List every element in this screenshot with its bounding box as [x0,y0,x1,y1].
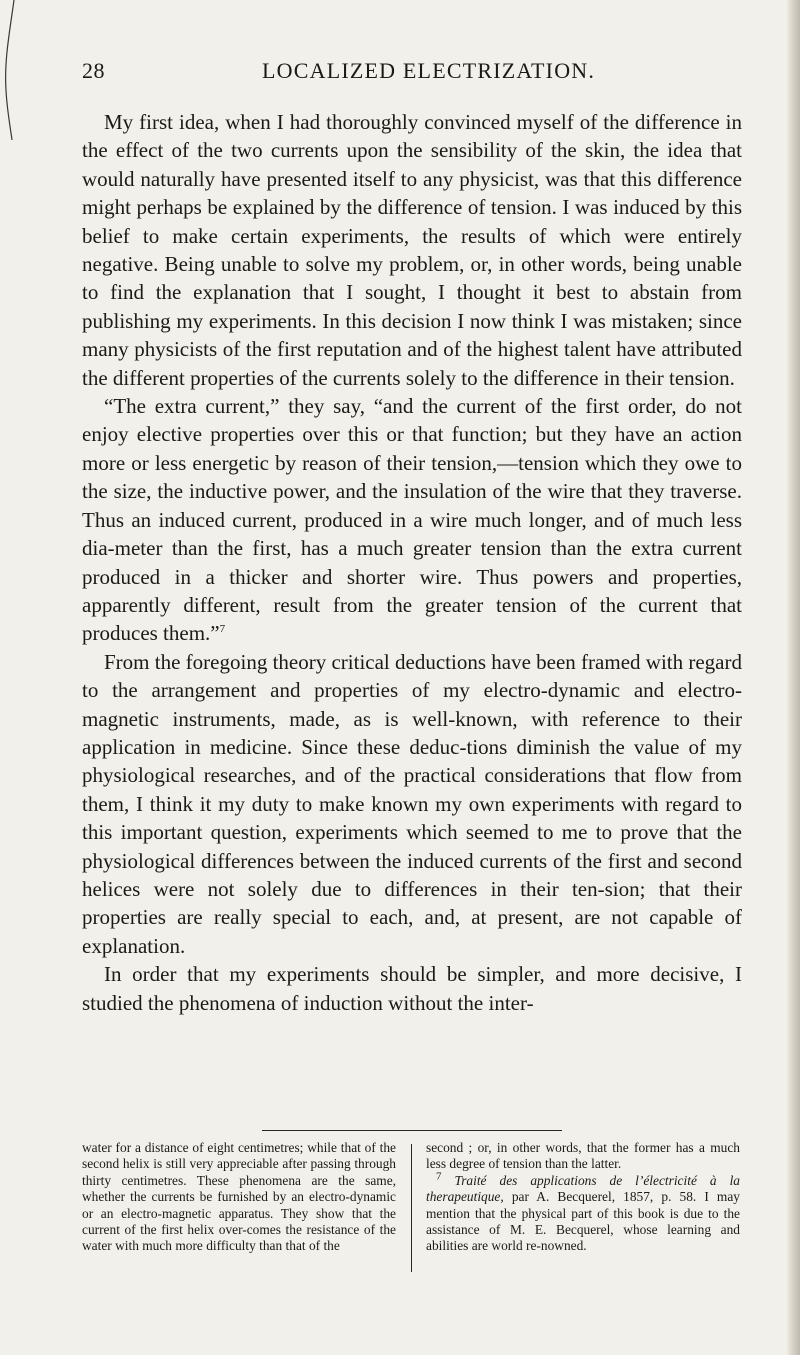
paragraph-4: In order that my experiments should be simpler, and more decisive, I studied the phenomena of induction without the inter- [82,962,742,1015]
paragraph-3: From the foregoing theory critical deductions have been framed with regard to the arrangement and properties of my electro-dynamic and electro-magnetic instruments, made, as is well-known, with reference to their application in medicine. Since these deduc-tions diminish the value of my physiological researches, and of the practical considerations that flow from them, I think it my duty to make known my own experiments with regard to this important question, experiments which seemed to me to prove that the physiological differences between the induced currents of the first and second helices were not solely due to differences in their ten-sion; that their properties are really special to each, and, at present, are not capable of explanation. [82,649,742,958]
page-header [82,58,742,98]
footnote-column-left [82,1140,396,1255]
page-number: 28 [82,58,105,83]
footnote-continuation-right: second ; or, in other words, that the former has a much less degree of tension than the latter. [426,1140,740,1172]
paragraph-1: My first idea, when I had thoroughly convinced myself of the difference in the effect of the two currents upon the sensibility of the skin, the idea that would naturally have presented itself to any physicist, was that this difference might perhaps be explained by the difference of tension. I was induced by this belief to make certain experiments, the results of which were entirely negative. Being unable to solve my problem, or, in other words, being unable to find the explanation that I sought, I thought it best to abstain from publishing my experiments. In this decision I now think I was mistaken; since many physicists of the first reputation and of the highest talent have attributed the different properties of the currents solely to the difference in their tension. [82,110,742,390]
paragraph-2 [82,392,742,648]
running-title: LOCALIZED ELECTRIZATION. [262,58,596,83]
footnote-7-text: par A. Becquerel, 1857, p. 58. I may mention that the physical part of this book is due to the assistance of M. E. Becquerel, whose learning and abilities are world re-nowned. [426,1189,740,1254]
paragraph-2-text: “The extra current,” they say, “and the current of the first order, do not enjoy elective properties over this or that function; but they have an action more or less energetic by reason of their tension,—tension which they owe to the size, the inductive power, and the insulation of the wire that they traverse. Thus an induced current, produced in a wire much longer, and of much less dia-meter than the first, has a much greater tension than the extra current produced in a thicker and shorter wire. Thus powers and properties, apparently different, result from the greater tension of the current that produces them.” [82,394,742,646]
footnote-continuation-left: water for a distance of eight centimetres; while that of the second helix is still very appreciable after passing through thirty centimetres. These phenomena are the same, whether the currents be furnished by an electro-dynamic or an electro-magnetic apparatus. They show that the current of the first helix over-comes the resistance of the water with much more difficulty than that of the [82,1140,396,1254]
footnote-7 [426,1170,740,1255]
footnotes [82,1140,744,1280]
footnote-7-title: Traité des applications de l’électricité à la therapeutique, [426,1172,740,1205]
body-text [82,108,742,1017]
page-edge-shadow [786,0,800,1355]
footnote-column-divider [411,1144,412,1272]
footnote-separator [262,1130,562,1131]
page-curl-mark [0,0,26,140]
footnote-column-right [426,1140,740,1255]
footnote-7-number: 7 [436,1170,442,1183]
footnote-ref-7: 7 [219,623,226,636]
